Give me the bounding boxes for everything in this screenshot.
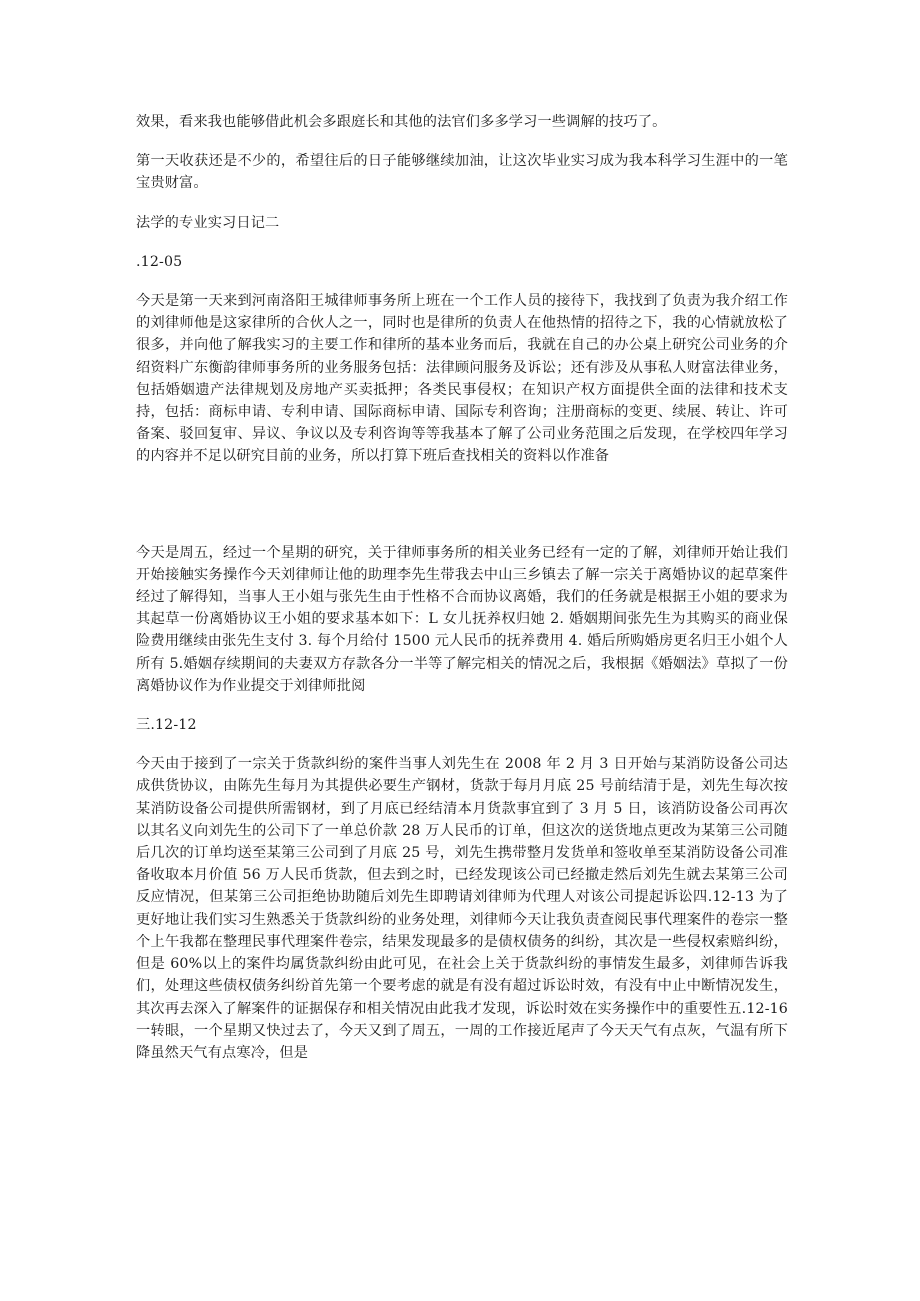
paragraph-spacer bbox=[136, 273, 788, 290]
paragraph-divorce-agreement: 今天是周五，经过一个星期的研究，关于律师事务所的相关业务已经有一定的了解，刘律师开始让我们开始接触实务操作今天刘律师让他的助理李先生带我去中山三乡镇去了解一宗关于离婚协议的起草案件经过了解得知，当事人王小姐与张先生由于性格不合而协议离婚，我们的任务就是根据王小姐的要求为其起草一份离婚协议王小姐的要求基本如下：L 女儿抚养权归她 2. 婚姻期间张先生为其购买的商业保险费用继续由张先生支付 3. 每个月给付 1500 元人民币的抚养费用 4. 婚后所购婚房更名归王小姐个人所有 5.婚姻存续期间的夫妻双方存款各分一半等了解完相关的情况之后，我根据《婚姻法》草拟了一份离婚协议作为作业提交于刘律师批阅 bbox=[136, 544, 788, 694]
section-heading: 法学的专业实习日记二 bbox=[136, 214, 280, 231]
paragraph-spacer bbox=[136, 133, 788, 150]
paragraph-spacer bbox=[136, 195, 788, 212]
paragraph-first-day-summary: 第一天收获还是不少的，希望往后的日子能够继续加油，让这次毕业实习成为我本科学习生涯中的一笔宝贵财富。 bbox=[136, 153, 788, 192]
paragraph-payment-dispute: 今天由于接到了一宗关于货款纠纷的案件当事人刘先生在 2008 年 2 月 3 日开始与某消防设备公司达成供货协议，由陈先生每月为其提供必要生产钢材，货款于每月月底 25 号前结清于是，刘先生每次按某消防设备公司提供所需钢材，到了月底已经结清本月货款事宜到了 3 月 5 日，该消防设备公司再次以其名义向刘先生的公司下了一单总价款 28 万人民币的订单，但这次的送货地点更改为某第三公司随后几次的订单均送至某第三公司到了月底 25 号，刘先生携带整月发货单和签收单至某消防设备公司准备收取本月价值 56 万人民币货款，但去到之时，已经发现该公司已经撤走然后刘先生就去某第三公司反应情况，但某第三公司拒绝协助随后刘先生即聘请刘律师为代理人对该公司提起诉讼四.12-13 为了更好地让我们实习生熟悉关于货款纠纷的业务处理，刘律师今天让我负责查阅民事代理案件的卷宗一整个上午我都在整理民事代理案件卷宗，结果发现最多的是债权债务的纠纷，其次是一些侵权索赔纠纷，但是 60%以上的案件均属货款纠纷由此可见，在社会上关于货款纠纷的事情发生最多，刘律师告诉我们，处理这些债权债务纠纷首先第一个要考虑的就是有没有超过诉讼时效，有没有中止中断情况发生，其次再去深入了解案件的证据保存和相关情况由此我才发现，诉讼时效在实务操作中的重要性五.12-16 一转眼，一个星期又快过去了，今天又到了周五，一周的工作接近尾声了今天天气有点灰，气温有所下降虽然天气有点寒冷，但是 bbox=[136, 756, 788, 1061]
paragraph-law-firm-first-day: 今天是第一天来到河南洛阳王城律师事务所上班在一个工作人员的接待下，我找到了负责为我介绍工作的刘律师他是这家律所的合伙人之一，同时也是律所的负责人在他热情的招待之下，我的心情就放松了很多，并向他了解我实习的主要工作和律所的基本业务而后，我就在自己的办公桌上研究公司业务的介绍资料广东衡韵律师事务所的业务服务包括：法律顾问服务及诉讼；还有涉及从事私人财富法律业务，包括婚姻遗产法律规划及房地产买卖抵押；各类民事侵权；在知识产权方面提供全面的法律和技术支持，包括：商标申请、专利申请、国际商标申请、国际专利咨询；注册商标的变更、续展、转让、许可备案、驳回复审、异议、争议以及专利咨询等等我基本了解了公司业务范围之后发现，在学校四年学习的内容并不足以研究目前的业务，所以打算下班后查找相关的资料以作准备 bbox=[136, 293, 788, 465]
paragraph-spacer bbox=[136, 736, 788, 753]
paragraph-spacer bbox=[136, 234, 788, 251]
paragraph-spacer bbox=[136, 697, 788, 714]
paragraph-continuation: 效果，看来我也能够借此机会多跟庭长和其他的法官们多多学习一些调解的技巧了。 bbox=[136, 114, 667, 130]
entry-date: .12-05 bbox=[136, 253, 183, 270]
paragraph-spacer bbox=[136, 468, 788, 542]
entry-date: 三.12-12 bbox=[136, 717, 197, 734]
document-page bbox=[136, 111, 788, 1064]
